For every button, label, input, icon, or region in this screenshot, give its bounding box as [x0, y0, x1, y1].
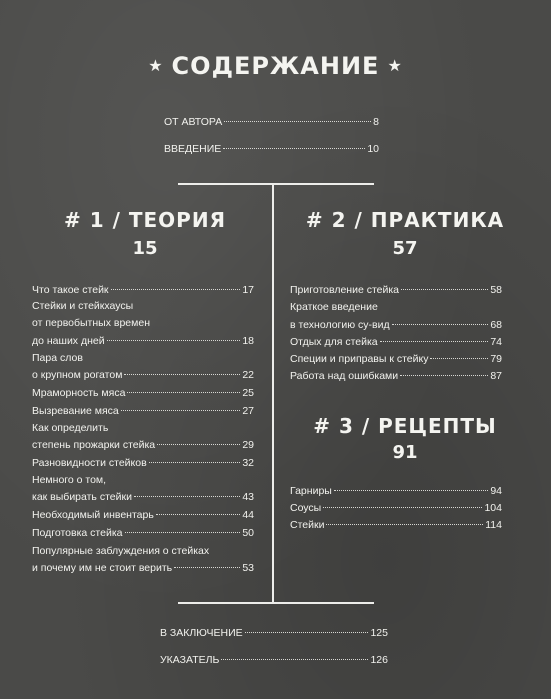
entry-label: Подготовка стейка [32, 527, 123, 539]
entry-page: 27 [242, 405, 254, 417]
toc-entry[interactable] [32, 527, 254, 539]
toc-entry[interactable] [32, 369, 254, 381]
entry-page: 18 [242, 335, 254, 347]
toc-entry[interactable] [290, 319, 502, 331]
leader-dots [401, 289, 488, 290]
leader-dots [157, 444, 240, 445]
entry-page: 74 [490, 336, 502, 348]
entry-page: 32 [242, 457, 254, 469]
entry-label: Что такое стейк [32, 284, 109, 296]
leader-dots [392, 324, 489, 325]
entry-page: 25 [242, 387, 254, 399]
star-icon: ★ [387, 56, 403, 75]
top-divider [178, 183, 374, 185]
toc-entry-intro[interactable] [164, 143, 379, 155]
section-3-page: 91 [392, 442, 418, 463]
leader-dots [149, 462, 241, 463]
entry-page: 22 [242, 369, 254, 381]
toc-entry[interactable] [32, 335, 254, 347]
entry-label: и почему им не стоит верить [32, 562, 173, 574]
toc-entry[interactable] [32, 439, 254, 451]
section-2-heading: # 2 / ПРАКТИКА [305, 208, 505, 232]
leader-dots [323, 507, 482, 508]
toc-entry-outro[interactable] [160, 654, 388, 666]
entry-label: как выбирать стейки [32, 491, 132, 503]
entry-label: Необходимый инвентарь [32, 509, 154, 521]
leader-dots [127, 392, 240, 393]
entry-label[interactable]: Краткое введение [290, 301, 378, 313]
entry-page: 50 [242, 527, 254, 539]
entry-label[interactable]: Стейки и стейкхаусы [32, 300, 134, 312]
entry-page: 68 [490, 319, 502, 331]
leader-dots [400, 375, 488, 376]
entry-page: 53 [242, 562, 254, 574]
entry-page: 43 [242, 491, 254, 503]
section-1-page: 15 [132, 238, 158, 259]
toc-entry[interactable] [32, 284, 254, 296]
leader-dots [174, 567, 240, 568]
entry-label: Отдых для стейка [290, 336, 378, 348]
entry-label: Работа над ошибками [290, 370, 399, 382]
entry-label: о крупном рогатом [32, 369, 123, 381]
entry-label: Соусы [290, 502, 322, 514]
leader-dots [156, 514, 241, 515]
entry-page: 125 [370, 627, 388, 639]
entry-label: УКАЗАТЕЛЬ [160, 654, 220, 666]
entry-page: 8 [373, 116, 379, 128]
entry-page: 104 [484, 502, 502, 514]
entry-label: В ЗАКЛЮЧЕНИЕ [160, 627, 243, 639]
entry-page: 10 [367, 143, 379, 155]
entry-page: 126 [370, 654, 388, 666]
entry-label: ВВЕДЕНИЕ [164, 143, 222, 155]
toc-entry[interactable] [290, 336, 502, 348]
toc-entry[interactable] [290, 370, 502, 382]
leader-dots [107, 340, 241, 341]
toc-entry-outro[interactable] [160, 627, 388, 639]
entry-label: в технологию су-вид [290, 319, 390, 331]
toc-entry[interactable] [290, 353, 502, 365]
entry-page: 79 [490, 353, 502, 365]
section-1-heading: # 1 / ТЕОРИЯ [64, 208, 226, 232]
leader-dots [380, 341, 489, 342]
entry-label[interactable]: от первобытных времен [32, 317, 150, 329]
toc-entry[interactable] [290, 502, 502, 514]
toc-entry[interactable] [32, 491, 254, 503]
toc-entry[interactable] [32, 509, 254, 521]
entry-label[interactable]: Пара слов [32, 352, 83, 364]
toc-entry[interactable] [32, 405, 254, 417]
leader-dots [125, 532, 241, 533]
entry-label: степень прожарки стейка [32, 439, 156, 451]
entry-label: Приготовление стейка [290, 284, 400, 296]
entry-label: Специи и приправы к стейку [290, 353, 429, 365]
leader-dots [430, 358, 488, 359]
entry-label: ОТ АВТОРА [164, 116, 223, 128]
title-text: СОДЕРЖАНИЕ [171, 52, 380, 80]
toc-entry[interactable] [290, 519, 502, 531]
entry-page: 29 [242, 439, 254, 451]
entry-label: Стейки [290, 519, 325, 531]
entry-page: 114 [485, 519, 502, 531]
leader-dots [111, 289, 241, 290]
entry-label: Гарниры [290, 485, 332, 497]
leader-dots [223, 148, 365, 149]
entry-page: 87 [490, 370, 502, 382]
toc-entry[interactable] [32, 387, 254, 399]
leader-dots [124, 374, 240, 375]
entry-label[interactable]: Как определить [32, 422, 109, 434]
entry-label: до наших дней [32, 335, 105, 347]
entry-page: 58 [490, 284, 502, 296]
entry-page: 94 [490, 485, 502, 497]
toc-entry[interactable] [290, 485, 502, 497]
section-2-page: 57 [392, 238, 418, 259]
leader-dots [334, 490, 488, 491]
entry-label: Разновидности стейков [32, 457, 147, 469]
leader-dots [326, 524, 483, 525]
entry-label[interactable]: Популярные заблуждения о стейках [32, 545, 210, 557]
entry-page: 44 [242, 509, 254, 521]
leader-dots [221, 659, 368, 660]
center-divider [272, 183, 274, 603]
toc-entry[interactable] [32, 457, 254, 469]
leader-dots [245, 632, 369, 633]
entry-label: Мраморность мяса [32, 387, 126, 399]
toc-entry[interactable] [32, 562, 254, 574]
bottom-divider [178, 602, 374, 604]
entry-page: 17 [242, 284, 254, 296]
toc-entry[interactable] [290, 284, 502, 296]
leader-dots [121, 410, 241, 411]
section-3-heading: # 3 / РЕЦЕПТЫ [313, 414, 497, 438]
entry-label[interactable]: Немного о том, [32, 474, 107, 486]
page-title [0, 52, 551, 80]
leader-dots [224, 121, 371, 122]
toc-entry-intro[interactable] [164, 116, 379, 128]
leader-dots [134, 496, 240, 497]
star-icon: ★ [148, 56, 164, 75]
entry-label: Вызревание мяса [32, 405, 119, 417]
